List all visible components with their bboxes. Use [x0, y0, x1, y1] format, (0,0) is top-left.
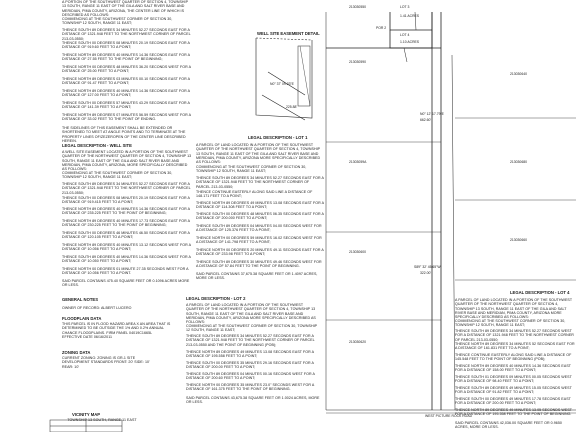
lot1-para-5: THENCE NORTH 89 DEGREES 49 MINUTES 13.08 SECONDS EAST FOR A DISTANCE OF 114.308 FEET TO A POINT; — [196, 201, 324, 210]
vicinity-map-title: VICINITY MAP — [72, 412, 101, 417]
well-para-3: THENCE SOUTH 89 DEGREES 34 MINUTES 52.27 SECONDS EAST FOR A DISTANCE OF 1321.948 FEET TO THE NORTHWEST CORNER OF PARCEL 213-03-0550; — [62, 182, 191, 195]
lot2-para-4: THENCE NORTH 89 DEGREES 49 MINUTES 13.08 SECONDS EAST FOR A DISTANCE OF 195.558 FEET TO A POINT; — [186, 350, 314, 359]
lot4-para-4: THENCE NORTH 89 DEGREES 34 MINUTES 52 SECONDS EAST FOR A DISTANCE OF 161.831 FEET TO A POINT; — [455, 342, 575, 351]
lot4-para-7: THENCE SOUTH 01 DEGREES 09 MINUTES 00.05 SECONDS WEST FOR A DISTANCE OF 98.40 FEET TO A POINT; — [455, 375, 572, 384]
bearing-3: S89° 32' 45.65"W — [414, 265, 441, 269]
owner-of-record: OWNER OF RECORD: ALBERT LUCERO — [62, 306, 132, 310]
lot4-para-1: A PARCEL OF LAND LOCATED IN A PORTION OF THE SOUTHWEST QUARTER OF THE NORTHWEST QUARTER OF SECTION 4, TOWNSHIP 13 SOUTH, RANGE 11 EAST OF THE GILA AND SALT RIVER BASE AND MERIDIAN, PIMA COUNTY, ARIZONA MORE SPECIFICALLY DESCRIBED AS FOLLOWS: — [455, 298, 573, 320]
lot2-para-7: THENCE NORTH 00 DEGREES 35 MINUTES 23.0" SECONDS WEST FOR A DISTANCE OF 161.375 FEET TO THE POINT OF BEGINNING. — [186, 383, 315, 392]
parcel-label-5: 213030620 — [349, 340, 366, 344]
lot1-para-8: THENCE NORTH 00 DEGREES 59 MINUTES 16.02 SECONDS WEST FOR A DISTANCE OF 141.798 FEET TO A POINT; — [196, 236, 322, 245]
left-para-6: THENCE NORTH 00 DEGREES 48 MINUTES 36.20 SECONDS WEST FOR A DISTANCE OF 25.00 FEET TO A POINT; — [62, 65, 191, 74]
parcel-label-1: 213030550 — [349, 5, 366, 9]
lot1-para-3: THENCE SOUTH 89 DEGREES 34 MINUTES 52.27 SECONDS EAST FOR A DISTANCE OF 1321.948 FEET TO THE NORTHWEST CORNER OF PARCEL 213-03-0550; — [196, 176, 324, 189]
well-para-9: THENCE SOUTH 89 DEGREES 40 MINUTES 14.36 SECONDS WEST FOR A DISTANCE OF 10.050 FEET TO A POINT; — [62, 255, 191, 264]
well-para-1: A WELL SITE EASEMENT LOCATED IN A PORTION OF THE SOUTHWEST QUARTER OF THE NORTHWEST QUARTER OF SECTION 4, TOWNSHIP 13 SOUTH, RANGE 11 EAST OF THE GILA AND SALT RIVER BASE AND MERIDIAN, PIMA COUNTY, ARIZONA, MORE SPECIFICALLY DESCRIBED AS FOLLOWS: — [62, 150, 192, 172]
lot2-para-3: THENCE SOUTH 89 DEGREES 34 MINUTES 52.27 SECONDS EAST FOR A DISTANCE OF 1321.948 FEET TO THE NORTHWEST CORNER OF PARCEL 213-03-0550 AND THE POINT OF BEGINNING (POB); — [186, 334, 315, 347]
parcel-label-6: 213030640 — [510, 72, 527, 76]
pob-label: POR 2 — [376, 26, 387, 30]
lot1-para-7: THENCE SOUTH 89 DEGREES 04 MINUTES 04.00 SECONDS WEST FOR A DISTANCE OF 125.376 FEET TO A POINT; — [196, 224, 322, 233]
well-para-6: THENCE NORTH 89 DEGREES 40 MINUTES 17.73 SECONDS EAST FOR A DISTANCE OF 230.225 FEET TO THE POINT OF BEGINNING; — [62, 219, 190, 228]
lot1-para-10: THENCE SOUTH 89 DEGREES 30 MINUTES 49.46 SECONDS WEST FOR A DISTANCE OF 57.84 FEET TO THE POINT OF BEGINNING. — [196, 260, 322, 269]
well-para-7: THENCE SOUTH 00 DEGREES 46 MINUTES 46.50 SECONDS EAST FOR A DISTANCE OF 120.105 FEET TO A POINT; — [62, 231, 190, 240]
zoning-text: CURRENT ZONING: ZONING IS GR-1 SITE DEVELOPMENT STANDARDS FRONT: 20' SIDE: 10' REAR: 10' — [62, 356, 150, 369]
easement-detail-title: WELL SITE EASEMENT DETAIL — [257, 31, 320, 36]
distance-3: 322.00' — [420, 271, 432, 275]
lot-1-heading: LEGAL DESCRIPTION - LOT 1 — [248, 135, 308, 140]
lot2-para-1: A PARCEL OF LAND LOCATED IN A PORTION OF THE SOUTHWEST QUARTER OF THE NORTHWEST QUARTER OF SECTION 4, TOWNSHIP 13 SOUTH, RANGE 11 EAST OF THE GILA AND SALT RIVER BASE AND MERIDIAN, PIMA COUNTY, ARIZONA MORE SPECIFICALLY DESCRIBED AS FOLLOWS: — [186, 303, 316, 325]
lot4-para-3: THENCE SOUTH 89 DEGREES 34 MINUTES 52.27 SECONDS WEST FOR A DISTANCE OF 1321.948 FEET TO THE NORTHWEST CORNER OF PARCEL 213-03-0550; — [455, 329, 574, 342]
left-para-4: THENCE SOUTH 00 DEGREES 08 MINUTES 20.19 SECONDS EAST FOR A DISTANCE OF 919.60 FEET TO A POINT; — [62, 41, 190, 50]
lot-1-area: 1.41 ACRES — [400, 14, 420, 18]
lot4-para-9: THENCE SOUTH 00 DEGREES 49 MINUTES 17.78 SECONDS EAST FOR A DISTANCE OF 200.00 FEET TO A POINT; — [455, 397, 571, 406]
bearing-1: N0° 12' 17.79"E — [420, 112, 444, 116]
left-para-7: THENCE NORTH 89 DEGREES 03 MINUTES 00.10 SECONDS EAST FOR A DISTANCE OF 91.47 FEET TO A POINT; — [62, 77, 190, 86]
left-para-9: THENCE SOUTH 00 DEGREES 57 MINUTES 43.29 SECONDS EAST FOR A DISTANCE OF 141.39 FEET TO A POINT; — [62, 101, 190, 110]
vicinity-map-subtitle: TOWNSHIP 13 SOUTH, RANGE 11 EAST — [67, 418, 137, 422]
lot4-para-5: THENCE CONTINUE EASTERLY ALONG SAID LINE A DISTANCE OF 145.548 FEET TO THE POINT OF BEGINNING (POB); — [455, 353, 572, 362]
well-para-10: THENCE NORTH 00 DEGREES 01 MINUTE 27.35 SECONDS WEST FOR A DISTANCE OF 10.056 FEET TO A POINT. — [62, 267, 189, 276]
lot1-para-6: THENCE SOUTH 00 DEGREES 48 MINUTES 06.35 SECONDS EAST FOR A DISTANCE OF 200.000 FEET TO A POINT; — [196, 212, 324, 221]
distance-1: 662.60' — [420, 118, 432, 122]
well-para-5: THENCE NORTH 89 DEGREES 40 MINUTES 14.36 SECONDS EAST FOR A DISTANCE OF 235.225 FEET TO THE POINT OF BEGINNING; — [62, 207, 190, 216]
left-para-5: THENCE NORTH 89 DEGREES 40 MINUTES 14.36 SECONDS EAST FOR A DISTANCE OF 27.55 FEET TO THE POINT OF BEGINNING; — [62, 53, 190, 62]
parcel-label-8: 213030660 — [510, 238, 527, 242]
lot-2-heading: LEGAL DESCRIPTION - LOT 2 — [186, 296, 246, 301]
lot4-para-10: THENCE NORTH 89 DEGREES 49 MINUTES 13.05 SECONDS WEST FOR A DISTANCE OF 195.558 FEET TO THE POINT OF BEGINNING. — [455, 408, 572, 417]
left-para-8: THENCE NORTH 89 DEGREES 40 MINUTES 14.36 SECONDS EAST FOR A DISTANCE OF 127.00 FEET TO A POINT; — [62, 89, 190, 98]
bearing-2: N0° 37' 09.23"E — [270, 82, 294, 86]
floodplain-text: THIS PARCEL IS IN FLOOD HAZARD AREA X AN AREA THAT IS DETERMINED TO BE OUTSIDE THE 1% AND 0.2% ANNUAL CHANCE FLOODPLAINS. FIRM PANEL 04019C1665L EFFECTIVE DATE 06/16/2011 — [62, 322, 171, 339]
lot4-para-11: SAID PARCEL CONTAINS 42,036.00 SQUARE FEET OR 0.9650 ACRES, MORE OR LESS. — [455, 421, 562, 430]
well-para-2: COMMENCING AT THE SOUTHWEST CORNER OF SECTION 30, TOWNSHIP 12 SOUTH, RANGE 11 EAST; — [62, 171, 173, 180]
lot4-para-8: THENCE SOUTH 89 DEGREES 49 MINUTES 15.05 SECONDS WEST FOR A DISTANCE OF 91.82 FEET TO A POINT; — [455, 386, 572, 395]
lot1-para-4: THENCE CONTINUE EASTERLY ALONG SAID LINE A DISTANCE OF 148.171 FEET TO A POINT; — [196, 190, 313, 199]
left-para-10: THENCE NORTH 89 DEGREES 07 MINUTES 56.59 SECONDS WEST FOR A DISTANCE OF 33.02 FEET TO THE POINT OF ENDING. — [62, 113, 191, 122]
road-label: WEST PICTURE ROCK ROAD — [425, 414, 473, 418]
lot2-para-8: SAID PARCEL CONTAINS 43,675.38 SQUARE FEET OR 1.0024 ACRES, MORE OR LESS. — [186, 396, 320, 405]
parcel-label-4: 213030600 — [349, 250, 366, 254]
lot1-para-9: THENCE NORTH 00 DEGREES 20 MINUTES 49.11 SECONDS EAST FOR A DISTANCE OF 233.98 FEET TO A POINT; — [196, 248, 324, 257]
general-notes-heading: GENERAL NOTES — [62, 297, 98, 302]
lot-4-heading: LEGAL DESCRIPTION - LOT 4 — [510, 290, 570, 295]
well-para-8: THENCE NORTH 89 DEGREES 40 MINUTES 13.12 SECONDS WEST FOR A DISTANCE OF 10.056 FEET TO A POINT; — [62, 243, 191, 252]
lot2-para-5: THENCE SOUTH 00 DEGREES 35 MINUTES 29.16 SECONDS EAST FOR A DISTANCE OF 200.00 FEET TO A POINT; — [186, 361, 314, 370]
parcel-label-3: 21303059A — [349, 160, 367, 164]
lot-4-label: LOT 4 — [400, 33, 410, 37]
lot4-para-2: COMMENCING AT THE SOUTHWEST CORNER OF SECTION 30, TOWNSHIP 12 SOUTH, RANGE 11 EAST; — [455, 319, 566, 328]
lot1-para-1: A PARCEL OF LAND LOCATED IN A PORTION OF THE SOUTHWEST QUARTER OF THE NORTHWEST QUARTER OF SECTION 4, TOWNSHIP 13 SOUTH, RANGE 11 EAST OF THE GILA AND SALT RIVER BASE AND MERIDIAN, PIMA COUNTY, ARIZONA MORE SPECIFICALLY DESCRIBED AS FOLLOWS: — [196, 143, 321, 165]
parcel-label-7: 213030680 — [510, 160, 527, 164]
left-para-1: A PORTION OF THE SOUTHWEST QUARTER OF SECTION 4, TOWNSHIP 13 SOUTH, RANGE 11 EAST OF THE GILA AND SALT RIVER BASE AND MERIDIAN, PIMA COUNTY, ARIZONA, THE CENTER LINE OF WHICH IS DESCRIBED AS FOLLOWS: — [62, 0, 188, 17]
zoning-heading: ZONING DATA — [62, 350, 91, 355]
lot-4-area: 1.10 ACRES — [400, 40, 420, 44]
distance-2: 225.88' — [286, 105, 298, 109]
lot2-para-6: THENCE SOUTH 89 DEGREES 04 MINUTES 00.16 SECONDS WEST FOR A DISTANCE OF 200.60 FEET TO A POINT; — [186, 372, 315, 381]
lot2-para-2: COMMENCING AT THE SOUTHWEST CORNER OF SECTION 30, TOWNSHIP 12 SOUTH, RANGE 11 EAST; — [186, 324, 318, 333]
well-site-heading: LEGAL DESCRIPTION - WELL SITE — [62, 143, 132, 148]
left-note: THE SIDELINES OF THIS EASEMENT SHALL BE EXTENDED OR SHORTENED TO MEET AT ANGLE POINTS AND TO TERMINATE AT THE PROPERTY LINES OF/ZEZEROPEN OF THE CENTER LINE DESCRIBED HEREIN. — [62, 126, 186, 143]
lot1-para-11: SAID PARCEL CONTAINS 37,675.38 SQUARE FEET OR 1.4097 ACRES, MORE OR LESS. — [196, 272, 318, 281]
lot1-para-2: COMMENCING AT THE SOUTHWEST CORNER OF SECTION 30, TOWNSHIP 12 SOUTH, RANGE 11 EAST; — [196, 165, 307, 174]
well-para-4: THENCE SOUTH 00 DEGREES 08 MINUTES 20.19 SECONDS EAST FOR A DISTANCE OF 919.415 FEET TO A POINT; — [62, 196, 190, 205]
well-para-11: SAID PARCEL CONTAINS 475.40 SQUARE FEET OR 0.1096 ACRES MORE OR LESS. — [62, 279, 190, 288]
parcel-label-2: 213030590 — [349, 60, 366, 64]
lot4-para-6: THENCE NORTH 89 DEGREES 40 MINUTES 14.36 SECONDS EAST FOR A DISTANCE OF 158.00 FEET TO A POINT; — [455, 364, 571, 373]
floodplain-heading: FLOODPLAIN DATA — [62, 316, 102, 321]
left-para-3: THENCE SOUTH 89 DEGREES 34 MINUTES 52.27 SECONDS EAST FOR A DISTANCE OF 1321.948 FEET TO THE NORTHWEST CORNER OF PARCEL 213-03-0550; — [62, 28, 191, 41]
left-para-2: COMMENCING AT THE SOUTHWEST CORNER OF SECTION 30, TOWNSHIP 12 SOUTH, RANGE 11 EAST; — [62, 17, 173, 26]
lot-3-label: LOT 3 — [400, 5, 410, 9]
